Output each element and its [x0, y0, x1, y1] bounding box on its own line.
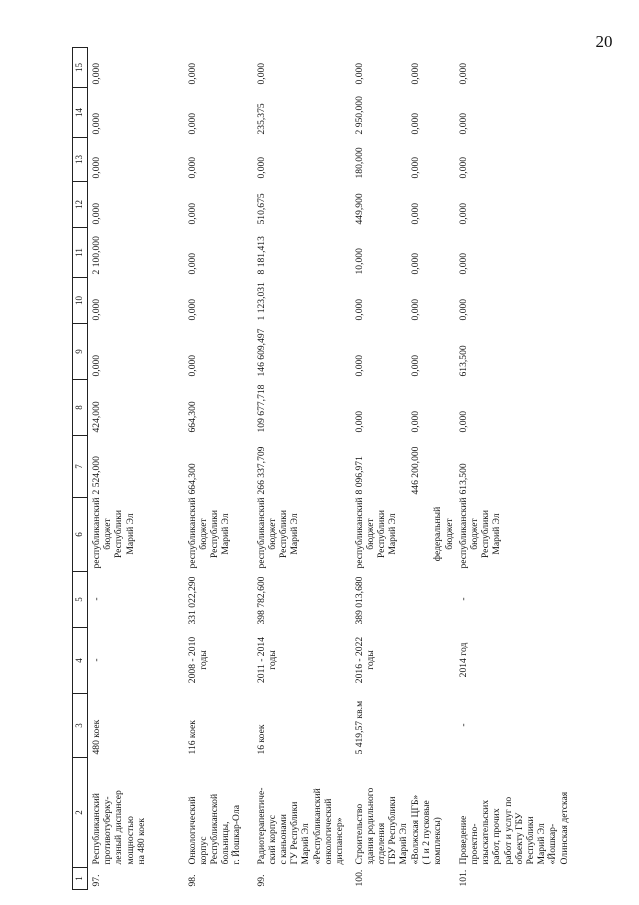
value-cell: 0,000	[409, 354, 421, 377]
object-name: Строительство здания родильного отделения ГБУ Республики Марий Эл «Волжская ЦГБ» ( I и 2 пусковые комплексы)	[353, 787, 443, 865]
value-cell: 0,000	[409, 202, 421, 225]
header-cell: 7	[73, 436, 88, 498]
value-cell: 0,000	[457, 62, 469, 85]
capacity: 16 коек	[255, 724, 267, 755]
header-cell: 4	[73, 628, 88, 694]
header-row	[73, 48, 88, 890]
value-cell: 109 677,718	[255, 384, 267, 433]
value-cell: 0,000	[409, 252, 421, 275]
header-cell: 14	[73, 88, 88, 138]
row-number: 100.	[353, 869, 365, 887]
value-cell: 449,900	[353, 193, 365, 225]
value-cell: 613,500	[457, 463, 469, 495]
row-number: 98.	[186, 874, 198, 887]
value-cell: 0,000	[91, 62, 102, 85]
header-cell: 1	[73, 868, 88, 890]
value-cell: 0,000	[186, 252, 198, 275]
value-cell: 0,000	[91, 156, 102, 179]
value-cell: 424,000	[91, 401, 102, 433]
funding-source: республиканский бюджет Республики Марий Эл	[353, 497, 399, 569]
header-cell: 11	[73, 228, 88, 278]
value-cell: 0,000	[457, 410, 469, 433]
header-cell: 10	[73, 278, 88, 324]
value-cell: 180,000	[353, 147, 365, 179]
funding-source: республиканский бюджет Республики Марий Эл	[255, 497, 301, 569]
value-cell: 0,000	[409, 156, 421, 179]
capacity: 5 419,57 кв.м	[353, 700, 365, 755]
value-cell: 1 123,031	[255, 282, 267, 321]
value-cell: 0,000	[457, 202, 469, 225]
period: 2014 год	[457, 642, 469, 678]
value-cell: 0,000	[91, 202, 102, 225]
header-cell: 5	[73, 572, 88, 628]
header-cell: 3	[73, 694, 88, 758]
value-cell: 0,000	[409, 112, 421, 135]
value-cell: 146 609,497	[255, 328, 267, 377]
period: 2008 - 2010 годы	[186, 636, 209, 684]
value-cell: 0,000	[409, 298, 421, 321]
value-cell: 0,000	[409, 62, 421, 85]
value-cell: 0,000	[457, 156, 469, 179]
value-cell: 0,000	[91, 354, 102, 377]
value-cell: 0,000	[186, 62, 198, 85]
value-cell: 664,300	[186, 463, 198, 495]
estimated-cost: 331 022,290	[186, 576, 198, 625]
value-cell: 2 950,000	[353, 96, 365, 135]
value-cell: 510,675	[255, 193, 267, 225]
budget-table	[72, 47, 575, 890]
header-cell: 15	[73, 48, 88, 88]
value-cell: 0,000	[91, 112, 102, 135]
value-cell: 0,000	[457, 252, 469, 275]
header-cell: 9	[73, 324, 88, 380]
funding-source: республиканский бюджет Республики Марий Эл	[186, 497, 232, 569]
object-name: Онкологический корпус Республиканской больницы, г. Йошкар-Ола	[186, 793, 243, 865]
value-cell: 235,375	[255, 103, 267, 135]
value-cell: 0,000	[186, 156, 198, 179]
object-name: Проведение проектно- изыскательских работ, прочих работ и услуг по объекту ГБУ Республики Марий Эл «Йошкар- Олинская детская	[457, 791, 570, 865]
value-cell: 446 200,000	[409, 446, 421, 495]
funding-source: федеральный бюджет	[432, 506, 455, 562]
table-row	[88, 48, 184, 890]
value-cell: 0,000	[91, 298, 102, 321]
value-cell: 0,000	[353, 410, 365, 433]
header-cell: 2	[73, 758, 88, 868]
value-cell: 0,000	[186, 112, 198, 135]
table-row	[455, 48, 575, 890]
page-number: 20	[595, 32, 613, 51]
table-row	[351, 48, 455, 890]
value-cell: 0,000	[186, 354, 198, 377]
value-cell: 8 181,413	[255, 236, 267, 275]
value-cell: 0,000	[186, 298, 198, 321]
value-cell: 266 337,709	[255, 446, 267, 495]
estimated-cost: -	[457, 597, 469, 601]
row-number: 101.	[457, 869, 469, 887]
capacity: 480 коек	[91, 719, 102, 755]
header-cell: 13	[73, 138, 88, 182]
value-cell: 2 524,000	[91, 456, 102, 495]
table-row	[184, 48, 253, 890]
value-cell: 0,000	[353, 354, 365, 377]
value-cell: 613,500	[457, 345, 469, 377]
object-name: Республиканский противотуберку- лезный диспансер мощностью на 480 коек	[91, 790, 147, 865]
value-cell: 0,000	[457, 298, 469, 321]
object-name: Радиотерапевтиче- ский корпус с каньонами ГУ Республики Марий Эл «Республиканский онкологический диспансер»	[255, 787, 345, 865]
value-cell: 0,000	[353, 298, 365, 321]
value-cell: 0,000	[353, 62, 365, 85]
funding-source: республиканский бюджет Республики Марий Эл	[457, 497, 503, 569]
value-cell: 10,000	[353, 248, 365, 275]
period: 2011 - 2014 годы	[255, 637, 278, 684]
header-cell: 12	[73, 182, 88, 228]
header-cell: 6	[73, 498, 88, 572]
value-cell: 0,000	[255, 156, 267, 179]
row-number: 99.	[255, 874, 267, 887]
value-cell: 0,000	[186, 202, 198, 225]
period: 2016 - 2022 годы	[353, 636, 376, 684]
value-cell: 664,300	[186, 401, 198, 433]
funding-source: республиканский бюджет Республики Марий Эл	[91, 497, 136, 569]
value-cell: 2 100,000	[91, 236, 102, 275]
period: -	[91, 658, 102, 662]
value-cell: 8 096,971	[353, 456, 365, 495]
value-cell: 0,000	[457, 112, 469, 135]
value-cell: 0,000	[255, 62, 267, 85]
estimated-cost: -	[91, 597, 102, 601]
estimated-cost: 398 782,600	[255, 576, 267, 625]
capacity: -	[457, 723, 469, 727]
rotated-table-container	[72, 48, 607, 890]
estimated-cost: 389 013,680	[353, 576, 365, 625]
row-number: 97.	[91, 874, 102, 887]
header-cell: 8	[73, 380, 88, 436]
value-cell: 0,000	[409, 410, 421, 433]
capacity: 116 коек	[186, 720, 198, 755]
table-row	[253, 48, 351, 890]
